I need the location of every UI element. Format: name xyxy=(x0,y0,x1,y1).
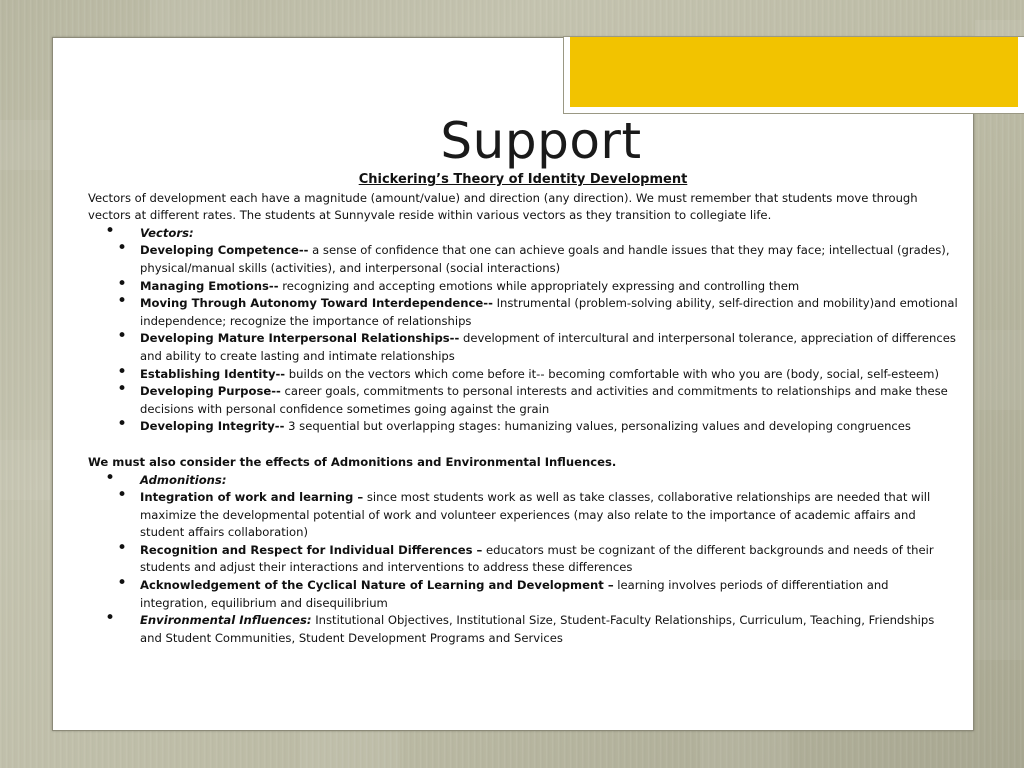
slide-content xyxy=(88,171,958,647)
vectors-label: Vectors: xyxy=(140,225,194,240)
admonition-term: Acknowledgement of the Cyclical Nature of Learning and Development – xyxy=(140,578,614,593)
vector-term: Managing Emotions-- xyxy=(140,278,279,293)
vector-item xyxy=(115,278,958,296)
slide-card xyxy=(52,37,974,731)
vectors-item xyxy=(88,225,958,436)
vector-item xyxy=(115,366,958,384)
admonition-desc: since most students work as well as take classes, collaborative relationships are needed that will maximize the developmental potential of work and volunteer experiences (may also relate to the importance of academic affairs and student affairs collaboration) xyxy=(140,490,931,540)
vector-term: Establishing Identity-- xyxy=(140,366,286,381)
effects-line: We must also consider the effects of Admonitions and Environmental Influences. xyxy=(88,454,617,469)
vector-item xyxy=(115,418,958,436)
vector-term: Developing Integrity-- xyxy=(140,419,285,434)
vector-desc: 3 sequential but overlapping stages: humanizing values, personalizing values and developing congruences xyxy=(284,419,911,434)
vector-desc: a sense of confidence that one can achieve goals and handle issues that they may face; intellectual (grades), physical/manual skills (activities), and interpersonal (social interactions) xyxy=(140,243,950,275)
environmental-label: Environmental Influences: xyxy=(140,613,312,628)
accent-tab xyxy=(563,36,1024,114)
admonition-term: Recognition and Respect for Individual Differences – xyxy=(140,542,483,557)
admonition-item xyxy=(115,542,958,577)
vector-desc: recognizing and accepting emotions while appropriately expressing and controlling them xyxy=(278,278,800,293)
vectors-sublist xyxy=(115,242,958,436)
vector-term: Developing Competence-- xyxy=(140,243,309,258)
accent-tab-fill xyxy=(570,37,1018,107)
vector-item xyxy=(115,242,958,277)
admonition-item xyxy=(115,577,958,612)
section-heading: Chickering’s Theory of Identity Development xyxy=(358,172,688,187)
vector-desc: builds on the vectors which come before it-- becoming comfortable with who you are (body, social, self-esteem) xyxy=(285,366,939,381)
admonition-desc: educators must be cognizant of the different backgrounds and needs of their students and adjust their interactions and interventions to address these differences xyxy=(140,542,934,575)
vector-term: Moving Through Autonomy Toward Interdependence-- xyxy=(140,296,493,311)
vector-desc: development of intercultural and interpersonal tolerance, appreciation of differences and ability to create lasting and intimate relationships xyxy=(140,331,956,363)
admonition-item xyxy=(115,489,958,542)
vector-item xyxy=(115,383,958,418)
environmental-item xyxy=(88,612,958,647)
vector-term: Developing Purpose-- xyxy=(140,384,281,399)
environmental-desc: Institutional Objectives, Institutional Size, Student-Faculty Relationships, Curriculum, Teaching, Friendships and Student Communities, Student Development Programs and Services xyxy=(140,613,935,645)
vector-term: Developing Mature Interpersonal Relationships-- xyxy=(140,331,460,346)
slide-title: Support xyxy=(440,112,642,170)
intro-paragraph: Vectors of development each have a magnitude (amount/value) and direction (any direction). We must remember that students move through vectors at different rates. The students at Sunnyvale reside within various vectors as they transition to collegiate life. xyxy=(88,190,918,223)
admonitions-sublist xyxy=(115,489,958,612)
admonitions-item xyxy=(88,472,958,613)
admonitions-label: Admonitions: xyxy=(140,472,227,487)
vector-item xyxy=(115,295,958,330)
admonition-desc: learning involves periods of differentiation and integration, equilibrium and disequilibrium xyxy=(140,578,889,610)
admonition-term: Integration of work and learning – xyxy=(140,490,364,505)
vector-desc: Instrumental (problem-solving ability, self-direction and mobility)and emotional independence; recognize the importance of relationships xyxy=(140,296,958,328)
vector-item xyxy=(115,330,958,365)
admonitions-list xyxy=(88,472,958,648)
vectors-list xyxy=(88,225,958,436)
vector-desc: career goals, commitments to personal interests and activities and commitments to relationships and make these decisions with personal confidence sometimes going against the grain xyxy=(140,384,948,416)
